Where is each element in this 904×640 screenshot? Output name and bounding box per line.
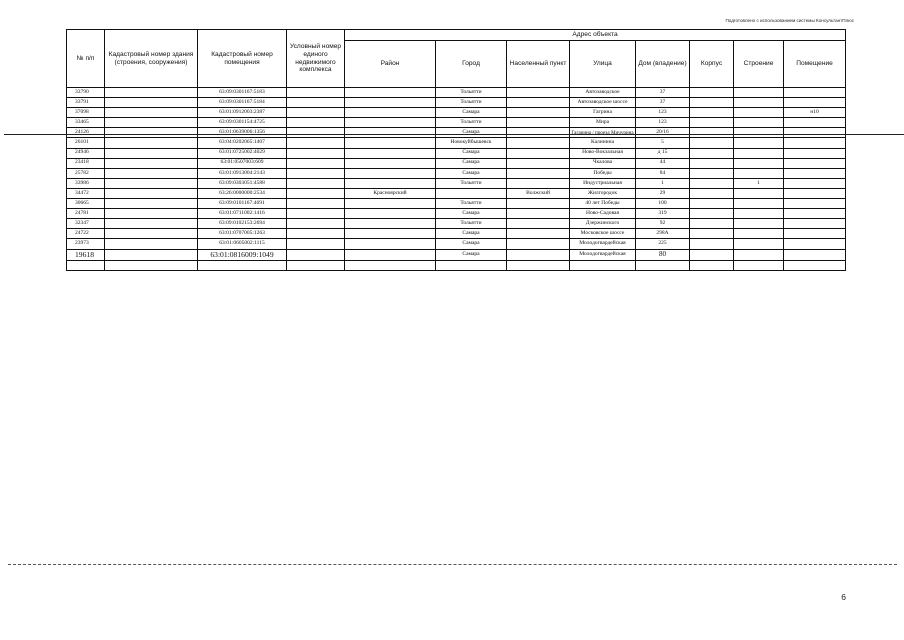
cell-house: 225 — [636, 239, 690, 249]
cell-street: Победы — [570, 168, 636, 178]
cell-room — [784, 229, 846, 239]
cell-complex-number — [287, 128, 345, 138]
empty-cell — [345, 260, 436, 270]
header-city: Город — [436, 41, 507, 88]
cell-num: 32347 — [67, 219, 105, 229]
cell-premises-cadastral: 63:09:0301154:4725 — [198, 118, 287, 128]
cell-city: Самара — [436, 229, 507, 239]
cell-block — [690, 178, 734, 188]
cell-house: 20/16 — [636, 128, 690, 138]
cell-block — [690, 239, 734, 249]
cell-room — [784, 128, 846, 138]
cell-street: Ново-Садовая — [570, 209, 636, 219]
cell-num: 23973 — [67, 239, 105, 249]
cell-room — [784, 88, 846, 98]
cell-settlement — [507, 209, 570, 219]
cell-premises-cadastral: 63:04:0202065:1407 — [198, 138, 287, 148]
cell-num: 37098 — [67, 108, 105, 118]
cell-city: Самара — [436, 249, 507, 260]
cell-block — [690, 188, 734, 198]
cell-settlement — [507, 239, 570, 249]
cell-complex-number — [287, 138, 345, 148]
cell-district: Красноярский — [345, 188, 436, 198]
cell-complex-number — [287, 148, 345, 158]
cell-street: Автозаводское — [570, 88, 636, 98]
cell-settlement — [507, 199, 570, 209]
cell-street: Ново-Вокзальная — [570, 148, 636, 158]
cell-city: Самара — [436, 158, 507, 168]
cell-premises-cadastral: 63:01:0711002:1416 — [198, 209, 287, 219]
cell-building — [734, 249, 784, 260]
cell-district — [345, 118, 436, 128]
cell-block — [690, 249, 734, 260]
cell-complex-number — [287, 178, 345, 188]
cell-building — [734, 188, 784, 198]
cell-building — [734, 88, 784, 98]
cell-complex-number — [287, 118, 345, 128]
cell-num: 24126 — [67, 128, 105, 138]
cell-num: 26101 — [67, 138, 105, 148]
cell-building-cadastral — [105, 199, 198, 209]
cell-city: Самара — [436, 108, 507, 118]
empty-cell — [734, 260, 784, 270]
cell-house: 37 — [636, 98, 690, 108]
cell-premises-cadastral: 63:01:0605002:1115 — [198, 239, 287, 249]
cell-city: Новокуйбышевск — [436, 138, 507, 148]
cell-settlement — [507, 148, 570, 158]
cell-block — [690, 148, 734, 158]
cell-district — [345, 229, 436, 239]
cell-premises-cadastral: 63:01:0912003:2387 — [198, 108, 287, 118]
cell-complex-number — [287, 209, 345, 219]
cell-building — [734, 168, 784, 178]
cell-settlement — [507, 88, 570, 98]
cell-settlement — [507, 229, 570, 239]
empty-cell — [436, 260, 507, 270]
cell-premises-cadastral: 63:09:0301167:5184 — [198, 98, 287, 108]
table-row — [67, 108, 846, 118]
cell-num: 33986 — [67, 178, 105, 188]
table-row — [67, 188, 846, 198]
cell-house: 319 — [636, 209, 690, 219]
cell-district — [345, 98, 436, 108]
table-row — [67, 148, 846, 158]
cell-num: 19618 — [67, 249, 105, 260]
cell-num: 23418 — [67, 158, 105, 168]
cell-building-cadastral — [105, 249, 198, 260]
cell-district — [345, 128, 436, 138]
cell-num: 33465 — [67, 118, 105, 128]
cell-num: 25782 — [67, 168, 105, 178]
cell-city: Самара — [436, 239, 507, 249]
cell-city: Тольятти — [436, 118, 507, 128]
header-building: Строение — [734, 41, 784, 88]
cell-settlement — [507, 219, 570, 229]
cell-house: 29 — [636, 188, 690, 198]
cell-street: Калинина — [570, 138, 636, 148]
cell-house: 123 — [636, 108, 690, 118]
cell-room — [784, 98, 846, 108]
header-room: Помещение — [784, 41, 846, 88]
empty-cell — [287, 260, 345, 270]
cell-room — [784, 138, 846, 148]
cell-district — [345, 249, 436, 260]
cell-street: 40 лет Победы — [570, 199, 636, 209]
cell-complex-number — [287, 108, 345, 118]
table-row — [67, 138, 846, 148]
cell-house: 298А — [636, 229, 690, 239]
header-district: Район — [345, 41, 436, 88]
cell-city: Тольятти — [436, 199, 507, 209]
table-row — [67, 128, 846, 138]
cell-settlement — [507, 249, 570, 260]
cell-building-cadastral — [105, 158, 198, 168]
cell-street: Дзержинского — [570, 219, 636, 229]
cell-room — [784, 178, 846, 188]
cell-block — [690, 158, 734, 168]
cell-street: Автозаводское шоссе — [570, 98, 636, 108]
cell-num: 24946 — [67, 148, 105, 158]
cell-building-cadastral — [105, 209, 198, 219]
header-street: Улица — [570, 41, 636, 88]
table-row — [67, 168, 846, 178]
cell-complex-number — [287, 229, 345, 239]
cell-building — [734, 229, 784, 239]
table-row — [67, 209, 846, 219]
cell-building-cadastral — [105, 108, 198, 118]
cell-settlement — [507, 98, 570, 108]
cell-block — [690, 128, 734, 138]
cell-building — [734, 98, 784, 108]
cell-room — [784, 239, 846, 249]
cell-building — [734, 138, 784, 148]
cell-room — [784, 219, 846, 229]
header-complex-number: Условный номер единого недвижимого комплекса — [287, 30, 345, 88]
cell-district — [345, 88, 436, 98]
header-address-group: Адрес объекта — [345, 30, 846, 41]
cell-room — [784, 148, 846, 158]
table-row — [67, 88, 846, 98]
cell-district — [345, 199, 436, 209]
cell-complex-number — [287, 239, 345, 249]
cell-block — [690, 219, 734, 229]
cell-room — [784, 188, 846, 198]
cell-block — [690, 199, 734, 209]
cell-complex-number — [287, 158, 345, 168]
header-block: Корпус — [690, 41, 734, 88]
table-row — [67, 178, 846, 188]
cell-street: Молодогвардейская — [570, 249, 636, 260]
strikethrough-line — [4, 134, 904, 135]
cell-district — [345, 138, 436, 148]
cell-premises-cadastral: 63:01:0913004:2143 — [198, 168, 287, 178]
cell-premises-cadastral: 63:09:0303051:4588 — [198, 178, 287, 188]
table-row — [67, 219, 846, 229]
cell-building — [734, 158, 784, 168]
cell-building — [734, 108, 784, 118]
page-bottom-rule — [8, 564, 897, 565]
header-num: № п/п — [67, 30, 105, 88]
cell-city: Тольятти — [436, 88, 507, 98]
cell-district — [345, 158, 436, 168]
cell-block — [690, 88, 734, 98]
cell-room — [784, 158, 846, 168]
cell-district — [345, 108, 436, 118]
cell-settlement — [507, 108, 570, 118]
cell-settlement — [507, 128, 570, 138]
cell-building — [734, 219, 784, 229]
cell-building — [734, 148, 784, 158]
cell-house: 44 — [636, 158, 690, 168]
empty-cell — [67, 260, 105, 270]
cell-city: Самара — [436, 128, 507, 138]
cell-district — [345, 148, 436, 158]
empty-cell — [636, 260, 690, 270]
cell-house: 123 — [636, 118, 690, 128]
cell-complex-number — [287, 188, 345, 198]
cell-room — [784, 199, 846, 209]
cell-street: Гагарина / проезд Мичурина — [570, 128, 636, 138]
cell-building-cadastral — [105, 138, 198, 148]
empty-cell — [507, 260, 570, 270]
cell-building-cadastral — [105, 128, 198, 138]
cell-building — [734, 128, 784, 138]
cell-room — [784, 118, 846, 128]
cell-premises-cadastral: 63:09:0101167:4691 — [198, 199, 287, 209]
cell-premises-cadastral: 63:01:0507003:609 — [198, 158, 287, 168]
cell-building-cadastral — [105, 229, 198, 239]
cell-premises-cadastral: 63:01:0639006:1356 — [198, 128, 287, 138]
empty-cell — [570, 260, 636, 270]
cell-house: 84 — [636, 168, 690, 178]
cell-block — [690, 209, 734, 219]
cell-building — [734, 199, 784, 209]
cell-house: д 15 — [636, 148, 690, 158]
cell-building — [734, 239, 784, 249]
cell-num: 33791 — [67, 98, 105, 108]
cell-house: 1 — [636, 178, 690, 188]
table-row-empty — [67, 260, 846, 270]
cell-block — [690, 108, 734, 118]
cell-settlement — [507, 168, 570, 178]
cell-block — [690, 229, 734, 239]
cell-settlement — [507, 118, 570, 128]
cell-street: Молодогвардейская — [570, 239, 636, 249]
cell-street: Гагрина — [570, 108, 636, 118]
cell-complex-number — [287, 249, 345, 260]
cell-num: 24722 — [67, 229, 105, 239]
cell-complex-number — [287, 98, 345, 108]
table-row — [67, 158, 846, 168]
cell-building-cadastral — [105, 98, 198, 108]
cell-settlement — [507, 158, 570, 168]
cell-premises-cadastral: 63:01:0816009:1049 — [198, 249, 287, 260]
table-row — [67, 249, 846, 260]
cell-city: Тольятти — [436, 219, 507, 229]
cell-house: 80 — [636, 249, 690, 260]
cell-premises-cadastral: 63:01:0707005:1263 — [198, 229, 287, 239]
cell-city: Самара — [436, 148, 507, 158]
cell-block — [690, 118, 734, 128]
cell-city: Самара — [436, 168, 507, 178]
cell-street: Жилгородок — [570, 188, 636, 198]
cell-building: 1 — [734, 178, 784, 188]
consultant-plus-note: Подготовлено с использованием системы КонсультантПлюс — [725, 18, 854, 23]
cell-num: 24781 — [67, 209, 105, 219]
cell-settlement: Волжский — [507, 188, 570, 198]
table-row — [67, 239, 846, 249]
cell-street: Мира — [570, 118, 636, 128]
header-premises-cadastral: Кадастровый номер помещения — [198, 30, 287, 88]
cell-complex-number — [287, 219, 345, 229]
cell-district — [345, 209, 436, 219]
cell-district — [345, 178, 436, 188]
cell-district — [345, 219, 436, 229]
cell-num: 30665 — [67, 199, 105, 209]
header-settlement: Населенный пункт — [507, 41, 570, 88]
table-row — [67, 229, 846, 239]
cell-city — [436, 188, 507, 198]
page-number: 6 — [841, 592, 846, 602]
cell-street: Индустриальная — [570, 178, 636, 188]
empty-cell — [198, 260, 287, 270]
cell-premises-cadastral: 63:26:0000000:2534 — [198, 188, 287, 198]
cell-complex-number — [287, 168, 345, 178]
cell-num: 34472 — [67, 188, 105, 198]
cell-house: 37 — [636, 88, 690, 98]
cell-room — [784, 249, 846, 260]
cell-block — [690, 138, 734, 148]
cell-building-cadastral — [105, 239, 198, 249]
cell-building — [734, 118, 784, 128]
cell-district — [345, 168, 436, 178]
cell-building-cadastral — [105, 178, 198, 188]
empty-cell — [784, 260, 846, 270]
cell-settlement — [507, 138, 570, 148]
cell-city: Тольятти — [436, 178, 507, 188]
table-row — [67, 118, 846, 128]
cell-complex-number — [287, 88, 345, 98]
cell-house: 92 — [636, 219, 690, 229]
cell-street: Чкалова — [570, 158, 636, 168]
cell-building-cadastral — [105, 188, 198, 198]
cell-house: 100 — [636, 199, 690, 209]
cell-num: 33790 — [67, 88, 105, 98]
cell-block — [690, 98, 734, 108]
cell-house: 5 — [636, 138, 690, 148]
header-building-cadastral: Кадастровый номер здания (строения, сооружения) — [105, 30, 198, 88]
cell-premises-cadastral: 63:09:0301167:5183 — [198, 88, 287, 98]
cell-building-cadastral — [105, 168, 198, 178]
cell-city: Самара — [436, 209, 507, 219]
empty-cell — [105, 260, 198, 270]
cell-room: н10 — [784, 108, 846, 118]
cell-complex-number — [287, 199, 345, 209]
cell-room — [784, 209, 846, 219]
cell-building-cadastral — [105, 148, 198, 158]
cell-premises-cadastral: 63:01:0725002:4029 — [198, 148, 287, 158]
cell-building-cadastral — [105, 88, 198, 98]
table-row — [67, 98, 846, 108]
empty-cell — [690, 260, 734, 270]
property-register-table — [66, 29, 846, 271]
cell-building — [734, 209, 784, 219]
cell-building-cadastral — [105, 118, 198, 128]
cell-building-cadastral — [105, 219, 198, 229]
cell-street: Московское шоссе — [570, 229, 636, 239]
cell-block — [690, 168, 734, 178]
cell-city: Тольятти — [436, 98, 507, 108]
cell-settlement — [507, 178, 570, 188]
cell-room — [784, 168, 846, 178]
table-row — [67, 199, 846, 209]
header-house: Дом (владение) — [636, 41, 690, 88]
cell-district — [345, 239, 436, 249]
cell-premises-cadastral: 63:09:0102153:2694 — [198, 219, 287, 229]
